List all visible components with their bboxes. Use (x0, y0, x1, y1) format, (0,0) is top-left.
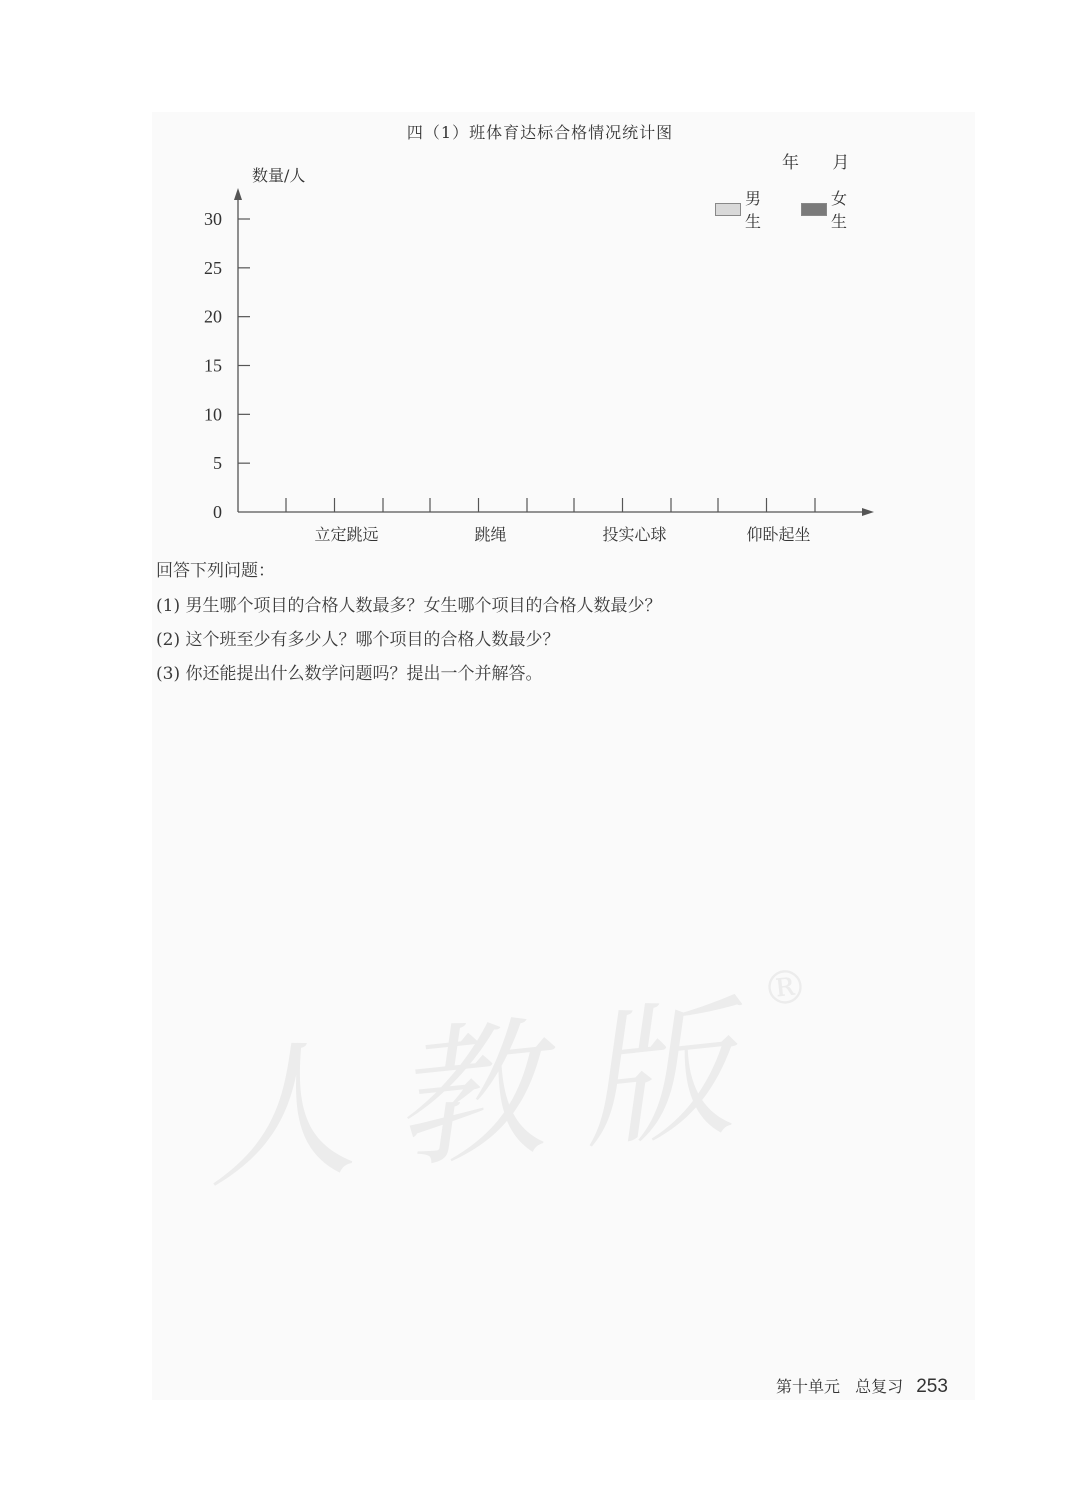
y-tick-label: 30 (204, 209, 222, 229)
footer-section: 总复习 (855, 1377, 904, 1396)
date-label: 年 月 (782, 153, 850, 173)
y-tick-label: 0 (213, 502, 222, 522)
chart-title: 四（1）班体育达标合格情况统计图 (406, 123, 674, 142)
page-number: 253 (916, 1376, 948, 1397)
question-2: (2) 这个班至少有多少人？哪个项目的合格人数最少？ (156, 630, 560, 650)
x-category-label: 投实心球 (602, 525, 667, 544)
watermark-text: 人教版 (194, 978, 780, 1211)
questions-intro: 回答下列问题： (156, 561, 275, 581)
page-footer (776, 1374, 948, 1398)
x-category-label: 立定跳远 (314, 525, 379, 544)
y-axis-title: 数量/人 (252, 166, 306, 185)
y-tick-label: 25 (204, 257, 222, 278)
bar-chart (0, 0, 1080, 560)
question-3: (3) 你还能提出什么数学问题吗？提出一个并解答。 (156, 664, 543, 684)
y-tick-label: 5 (213, 453, 222, 474)
y-tick-label: 20 (204, 306, 222, 327)
x-category-label: 仰卧起坐 (746, 525, 811, 544)
y-axis-arrow (234, 188, 242, 200)
x-axis-arrow (862, 508, 874, 516)
question-1: (1) 男生哪个项目的合格人数最多？女生哪个项目的合格人数最少？ (156, 596, 662, 616)
legend-label-girls: 女生 (831, 189, 848, 231)
legend-label-boys: 男生 (745, 189, 762, 231)
y-tick-label: 10 (204, 404, 222, 425)
footer-unit: 第十单元 (776, 1377, 841, 1396)
y-tick-label: 15 (204, 355, 222, 376)
registered-mark: ® (759, 958, 811, 1017)
x-category-label: 跳绳 (474, 525, 507, 544)
